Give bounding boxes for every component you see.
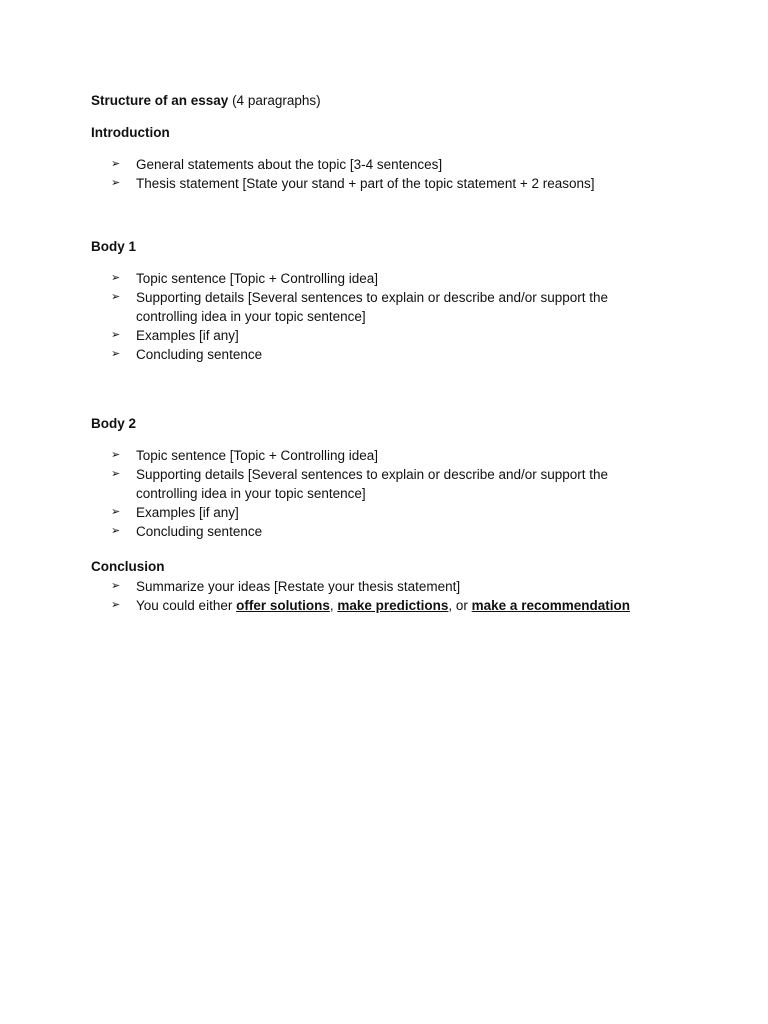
list-item-text: Concluding sentence [136,524,263,539]
list-item [0,269,656,288]
document-title [91,92,321,110]
offer-solutions-text: offer solutions [236,598,330,613]
conclusion-heading-text: Conclusion [91,559,165,574]
section-heading-body-1 [91,238,136,256]
body-1-list [0,269,656,364]
list-item-text: Supporting details [Several sentences to explain or describe and/or support the controlling idea in your topic sentence] [136,467,609,501]
arrow-bullet-icon: ➢ [111,329,121,341]
list-item [0,522,656,541]
arrow-bullet-icon: ➢ [111,468,121,480]
arrow-bullet-icon: ➢ [111,506,121,518]
list-item [0,596,656,615]
list-item-text: Topic sentence [Topic + Controlling idea] [136,448,379,463]
document-title-bold: Structure of an essay [91,93,229,108]
introduction-list [0,155,656,193]
list-item-text: Summarize your ideas [Restate your thesis statement] [136,579,461,594]
body-2-heading-text: Body 2 [91,416,137,431]
list-item-text: Examples [if any] [136,505,239,520]
list-item-text: Supporting details [Several sentences to explain or describe and/or support the controlling idea in your topic sentence] [136,290,609,324]
list-item [0,465,656,503]
list-item-text: Topic sentence [Topic + Controlling idea] [136,271,379,286]
arrow-bullet-icon: ➢ [111,272,121,284]
body-1-heading-text: Body 1 [91,239,137,254]
arrow-bullet-icon: ➢ [111,599,121,611]
list-item [0,577,656,596]
arrow-bullet-icon: ➢ [111,449,121,461]
section-heading-introduction [91,124,170,142]
separator-text: , [329,598,338,613]
separator-text: , or [448,598,472,613]
list-item-text: Concluding sentence [136,347,263,362]
arrow-bullet-icon: ➢ [111,348,121,360]
list-item [0,326,656,345]
arrow-bullet-icon: ➢ [111,580,121,592]
arrow-bullet-icon: ➢ [111,158,121,170]
section-heading-conclusion [91,558,165,576]
make-predictions-text: make predictions [337,598,449,613]
arrow-bullet-icon: ➢ [111,525,121,537]
list-item [0,446,656,465]
list-item-text: Thesis statement [State your stand + part of the topic statement + 2 reasons] [136,176,595,191]
list-item [0,174,656,193]
introduction-heading-text: Introduction [91,125,170,140]
document-title-note: (4 paragraphs) [228,93,321,108]
list-item-text: General statements about the topic [3-4 sentences] [136,157,443,172]
list-item [0,345,656,364]
make-a-recommendation-text: make a recommendation [471,598,630,613]
list-item [0,503,656,522]
section-heading-body-2 [91,415,136,433]
list-item [0,155,656,174]
conclusion-list [0,577,656,615]
body-2-list [0,446,656,541]
list-item-text: You could either [136,598,237,613]
arrow-bullet-icon: ➢ [111,291,121,303]
list-item [0,288,656,326]
arrow-bullet-icon: ➢ [111,177,121,189]
list-item-text: Examples [if any] [136,328,239,343]
